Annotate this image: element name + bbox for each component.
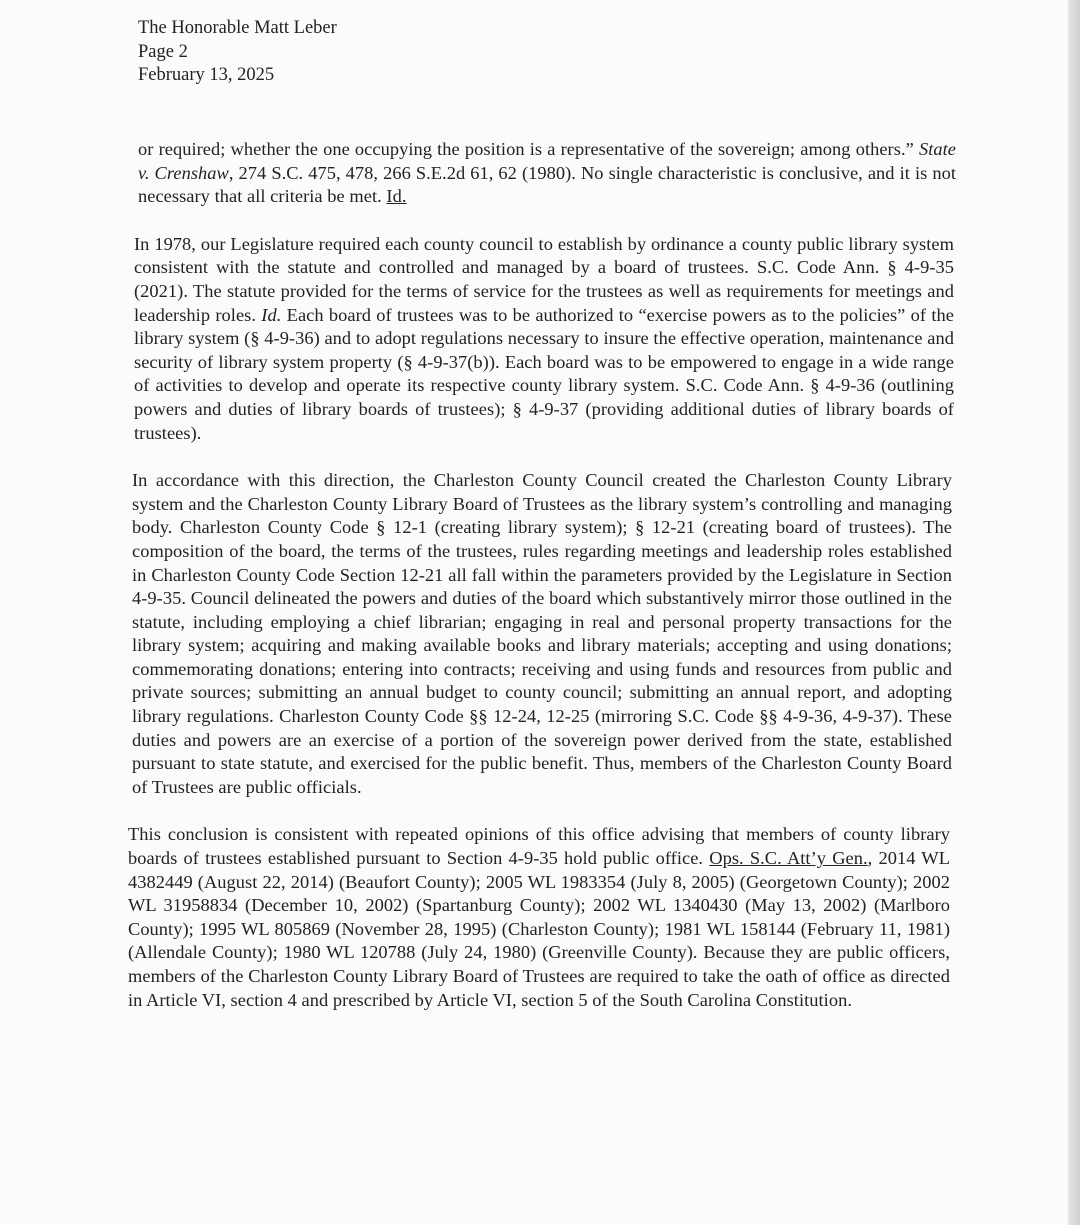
id-citation: Id. — [386, 186, 407, 207]
text-run: In 1978, our Legislature required each county council to establish by ordinance a county public library system consistent with the statute and controlled and managed by a board of trustees. S.C. Code Ann. § 4-9-35 (2021). The statute provided for the terms of service for the trustees as well as requirements for meetings and leadership roles. — [134, 233, 954, 325]
text-run: , 2014 WL 4382449 (August 22, 2014) (Beaufort County); 2005 WL 1983354 (July 8, 2005) (Georgetown County); 2002 WL 31958834 (December 10, 2002) (Spartanburg County); 2002 WL 1340430 (May 13, 2002) (Marlboro County); 1995 WL 805869 (November 28, 1995) (Charleston County); 1981 WL 158144 (February 11, 1981) (Allendale County); 1980 WL 120788 (July 24, 1980) (Greenville County). Because they are public officers, members of the Charleston County Library Board of Trustees are required to take the oath of office as directed in Article VI, section 4 and prescribed by Article VI, section 5 of the South Carolina Constitution. — [128, 848, 950, 1010]
paragraph-legislature-1978 — [134, 233, 954, 445]
paragraph-charleston-council: In accordance with this direction, the Charleston County Council created the Charleston County Library system and the Charleston County Library Board of Trustees as the library system’s controlling and managing body. Charleston County Code § 12-1 (creating library system); § 12-21 (creating board of trustees). The composition of the board, the terms of the trustees, rules regarding meetings and leadership roles established in Charleston County Code Section 12-21 all fall within the parameters provided by the Legislature in Section 4-9-35. Council delineated the powers and duties of the board which substantively mirror those outlined in the statute, including employing a chief librarian; engaging in real and personal property transactions for the library system; acquiring and making available books and library materials; accepting and using donations; commemorating donations; entering into contracts; receiving and using funds and resources from public and private sources; submitting an annual budget to county council; submitting an annual report, and adopting library regulations. Charleston County Code §§ 12-24, 12-25 (mirroring S.C. Code §§ 4-9-36, 4-9-37). These duties and powers are an exercise of a portion of the sovereign power derived from the state, established pursuant to state statute, and exercised for the public benefit. Thus, members of the Charleston County Board of Trustees are public officials. — [132, 470, 952, 797]
ops-citation: Ops. S.C. Att’y Gen. — [709, 848, 868, 869]
letter-date: February 13, 2025 — [138, 65, 275, 85]
page-number: Page 2 — [138, 41, 188, 62]
case-citation: State v. Crenshaw — [138, 139, 956, 183]
text-run: , 274 S.C. 475, 478, 266 S.E.2d 61, 62 (1980). No single characteristic is conclusive, and it is not necessary that all criteria be met. — [138, 162, 956, 207]
text-run: or required; whether the one occupying the position is a representative of the sovereign; among others.” — [138, 139, 919, 159]
text-run: This conclusion is consistent with repeated opinions of this office advising that members of county library boards of trustees established pursuant to Section 4-9-35 hold public office. — [128, 824, 950, 869]
text-run: Each board of trustees was to be authorized to “exercise powers as to the policies” of the library system (§ 4-9-36) and to adopt regulations necessary to insure the effective operation, maintenance and security of library system property (§ 4-9-37(b)). Each board was to be empowered to engage in a wide range of activities to develop and operate its respective county library system. S.C. Code Ann. § 4-9-36 (outlining powers and duties of library boards of trustees); § 4-9-37 (providing additional duties of library boards of trustees). — [134, 304, 954, 443]
letter-header — [138, 17, 337, 88]
recipient-line: The Honorable Matt Leber — [138, 18, 337, 38]
paragraph-conclusion — [128, 823, 950, 1012]
paragraph-crenshaw-criteria — [138, 138, 956, 209]
id-citation: Id. — [261, 304, 282, 325]
page-edge — [1068, 0, 1080, 1225]
letter-body — [128, 138, 956, 1036]
